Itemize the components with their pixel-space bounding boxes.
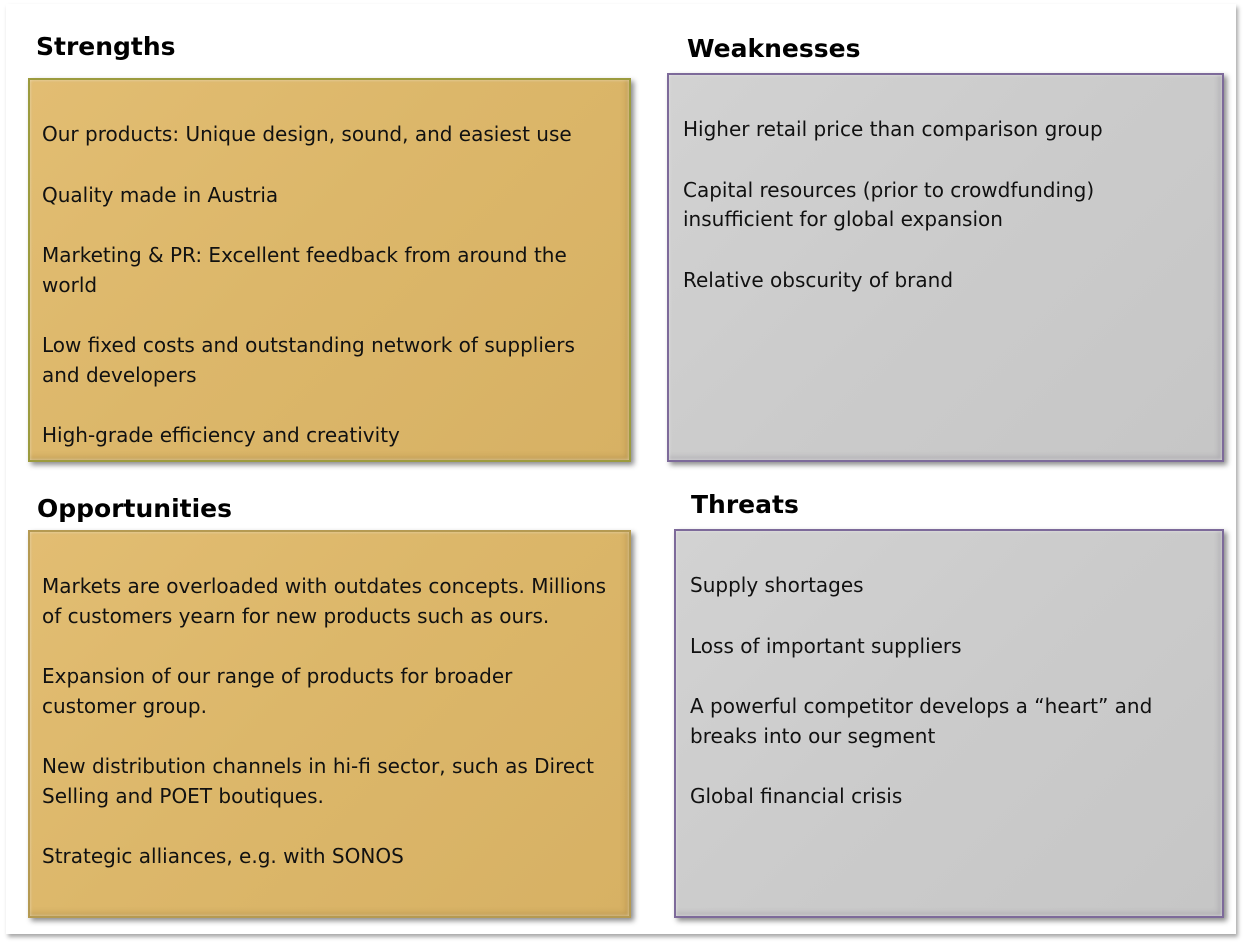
weaknesses-item: Capital resources (prior to crowdfunding) insufficient for global expansion [683, 177, 1095, 231]
threats-item: Global financial crisis [690, 784, 903, 808]
weaknesses-list [683, 115, 1142, 295]
threats-list [690, 571, 1182, 812]
strengths-box [28, 78, 631, 462]
strengths-item: Our products: Unique design, sound, and easiest use [42, 122, 572, 146]
opportunities-heading: Opportunities [37, 494, 233, 523]
opportunities-item: Expansion of our range of products for broader customer group. [42, 664, 513, 718]
weaknesses-item: Higher retail price than comparison group [683, 117, 1103, 141]
strengths-item: Marketing & PR: Excellent feedback from around the world [42, 243, 567, 297]
strengths-item: Quality made in Austria [42, 182, 279, 207]
strengths-list [42, 120, 617, 451]
threats-heading: Threats [691, 490, 799, 519]
strengths-item: Low fixed costs and outstanding network of suppliers and developers [42, 333, 575, 387]
opportunities-box [28, 530, 631, 918]
threats-item: A powerful competitor develops a “heart” and breaks into our segment [690, 694, 1153, 748]
strengths-heading: Strengths [36, 32, 176, 61]
opportunities-item: New distribution channels in hi-fi sector, such as Direct Selling and POET boutiques. [42, 754, 595, 808]
threats-box [674, 529, 1224, 918]
weaknesses-item: Relative obscurity of brand [683, 267, 954, 292]
weaknesses-box [667, 73, 1224, 462]
weaknesses-heading: Weaknesses [687, 34, 861, 63]
threats-item: Supply shortages [690, 573, 864, 597]
opportunities-item: Markets are overloaded with outdates concepts. Millions of customers yearn for new products such as ours. [42, 574, 607, 628]
opportunities-item: Strategic alliances, e.g. with SONOS [42, 844, 404, 868]
opportunities-list [42, 572, 611, 872]
threats-item: Loss of important suppliers [690, 633, 962, 658]
strengths-item: High-grade efficiency and creativity [42, 423, 400, 447]
